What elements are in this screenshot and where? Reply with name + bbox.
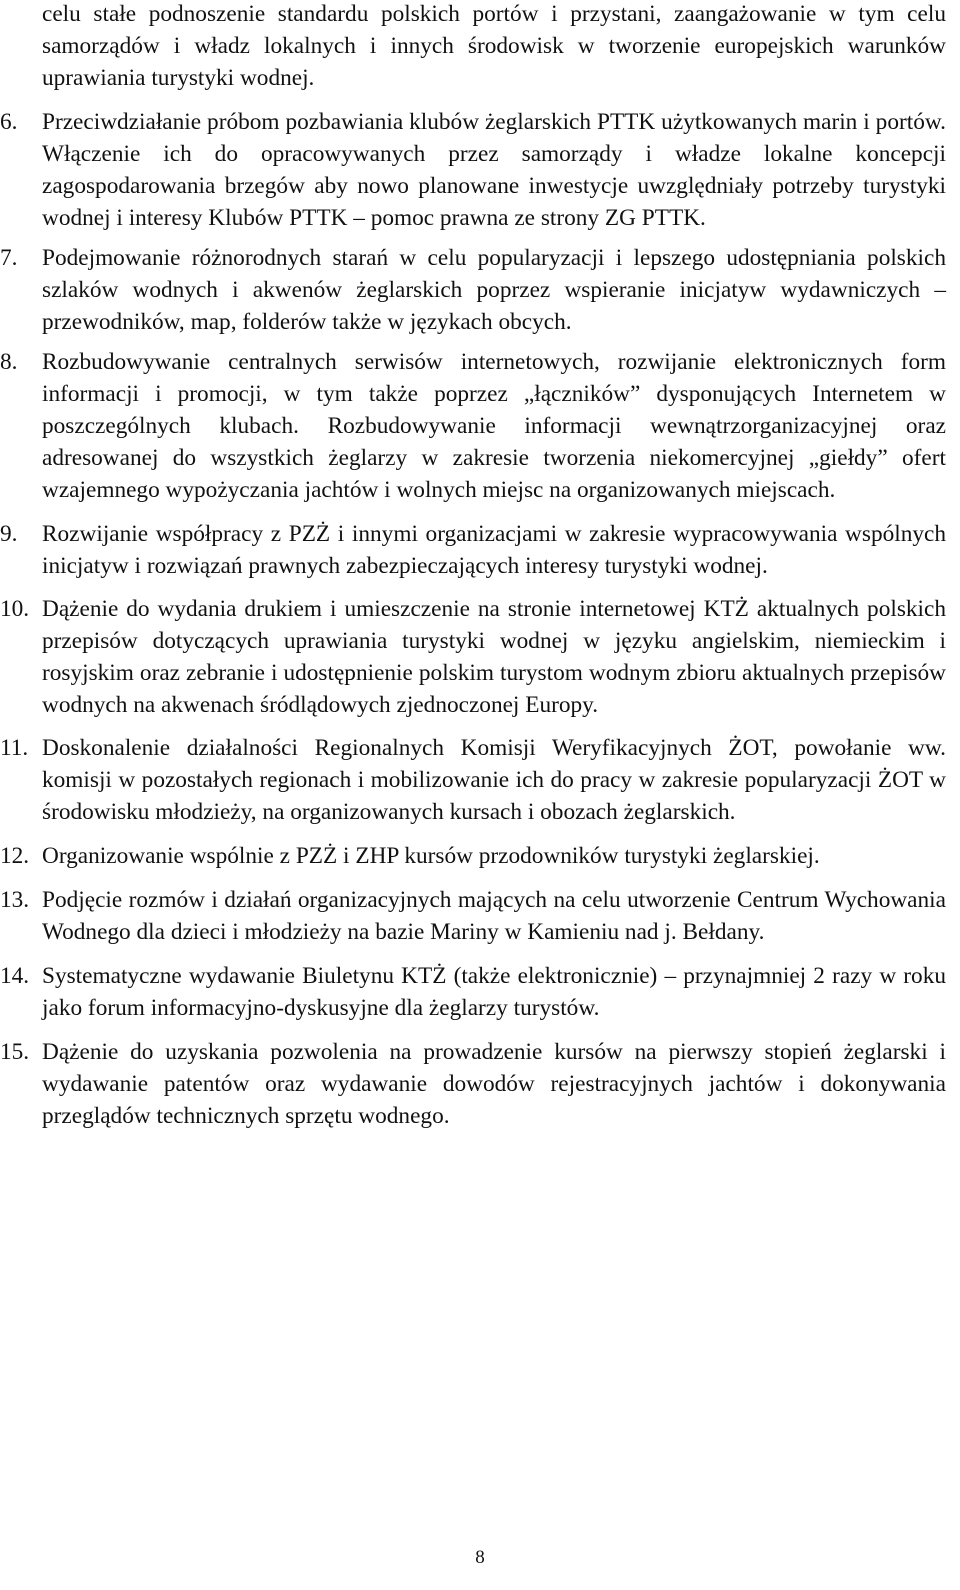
list-item-14 [0,960,946,1024]
list-item-text: Organizowanie wspólnie z PZŻ i ZHP kursów przodowników turystyki żeglarskiej. [42,843,820,869]
list-item-number: 10. [0,596,30,622]
list-item-text: Podejmowanie różnorodnych starań w celu popularyzacji i lepszego udostępniania polskich szlaków wodnych i akwenów żeglarskich poprzez wspieranie inicjatyw wydawniczych – przewodników, map, folderów także w językach obcych. [42,245,946,335]
list-item-9 [0,518,946,582]
list-item-8 [0,346,946,506]
list-item-7 [0,242,946,338]
list-item-text: Dążenie do uzyskania pozwolenia na prowadzenie kursów na pierwszy stopień żeglarski i wydawanie patentów oraz wydawanie dowodów rejestracyjnych jachtów i dokonywania przeglądów technicznych sprzętu wodnego. [42,1039,946,1129]
list-item-13 [0,884,946,948]
list-item-number: 13. [0,887,30,913]
list-item-6 [0,106,946,234]
list-item-number: 12. [0,843,30,869]
list-item-number: 9. [0,521,18,547]
list-item-text: Dążenie do wydania drukiem i umieszczenie na stronie internetowej KTŻ aktualnych polskich przepisów dotyczących uprawiania turystyki wodnej w języku angielskim, niemieckim i rosyjskim oraz zebranie i udostępnienie polskim turystom wodnym zbioru aktualnych przepisów wodnych na akwenach śródlądowych zjednoczonej Europy. [42,596,946,718]
list-item-number: 6. [0,109,18,135]
list-item-text: Podjęcie rozmów i działań organizacyjnych mających na celu utworzenie Centrum Wychowania Wodnego dla dzieci i młodzieży na bazie Mariny w Kamieniu nad j. Bełdany. [42,887,946,945]
list-item-number: 8. [0,349,18,375]
page-number: 8 [475,1547,485,1568]
list-item-11 [0,732,946,828]
list-item-number: 11. [0,735,29,761]
list-item-10 [0,593,946,721]
intro-paragraph: celu stałe podnoszenie standardu polskich portów i przystani, zaangażowanie w tym celu samorządów i władz lokalnych i innych środowisk w tworzenie europejskich warunków uprawiania turystyki wodnej. [42,1,946,91]
list-item-text: Przeciwdziałanie próbom pozbawiania klubów żeglarskich PTTK użytkowanych marin i portów. Włączenie ich do opracowywanych przez samorządy i władze lokalne koncepcji zagospodarowania brzegów aby nowo planowane inwestycje uwzględniały potrzeby turystyki wodnej i interesy Klubów PTTK – pomoc prawna ze strony ZG PTTK. [42,109,946,231]
list-item-15 [0,1036,946,1132]
list-item-text: Systematyczne wydawanie Biuletynu KTŻ (także elektronicznie) – przynajmniej 2 razy w roku jako forum informacyjno-dyskusyjne dla żeglarzy turystów. [42,963,946,1021]
list-item-number: 15. [0,1039,30,1065]
list-item-text: Rozwijanie współpracy z PZŻ i innymi organizacjami w zakresie wypracowywania wspólnych inicjatyw i rozwiązań prawnych zabezpieczających interesy turystyki wodnej. [42,521,946,579]
list-item-number: 14. [0,963,30,989]
list-item-number: 7. [0,245,18,271]
list-item-text: Rozbudowywanie centralnych serwisów internetowych, rozwijanie elektronicznych form informacji i promocji, w tym także poprzez „łączników” dysponujących Internetem w poszczególnych klubach. Rozbudowywanie informacji wewnątrzorganizacyjnej oraz adresowanej do wszystkich żeglarzy w zakresie tworzenia niekomercyjnej „giełdy” ofert wzajemnego wypożyczania jachtów i wolnych miejsc na organizowanych miejscach. [42,349,946,503]
list-item-12 [0,840,946,872]
list-item-text: Doskonalenie działalności Regionalnych Komisji Weryfikacyjnych ŻOT, powołanie ww. komisji w pozostałych regionach i mobilizowanie ich do pracy w zakresie popularyzacji ŻOT w środowisku młodzieży, na organizowanych kursach i obozach żeglarskich. [42,735,946,825]
